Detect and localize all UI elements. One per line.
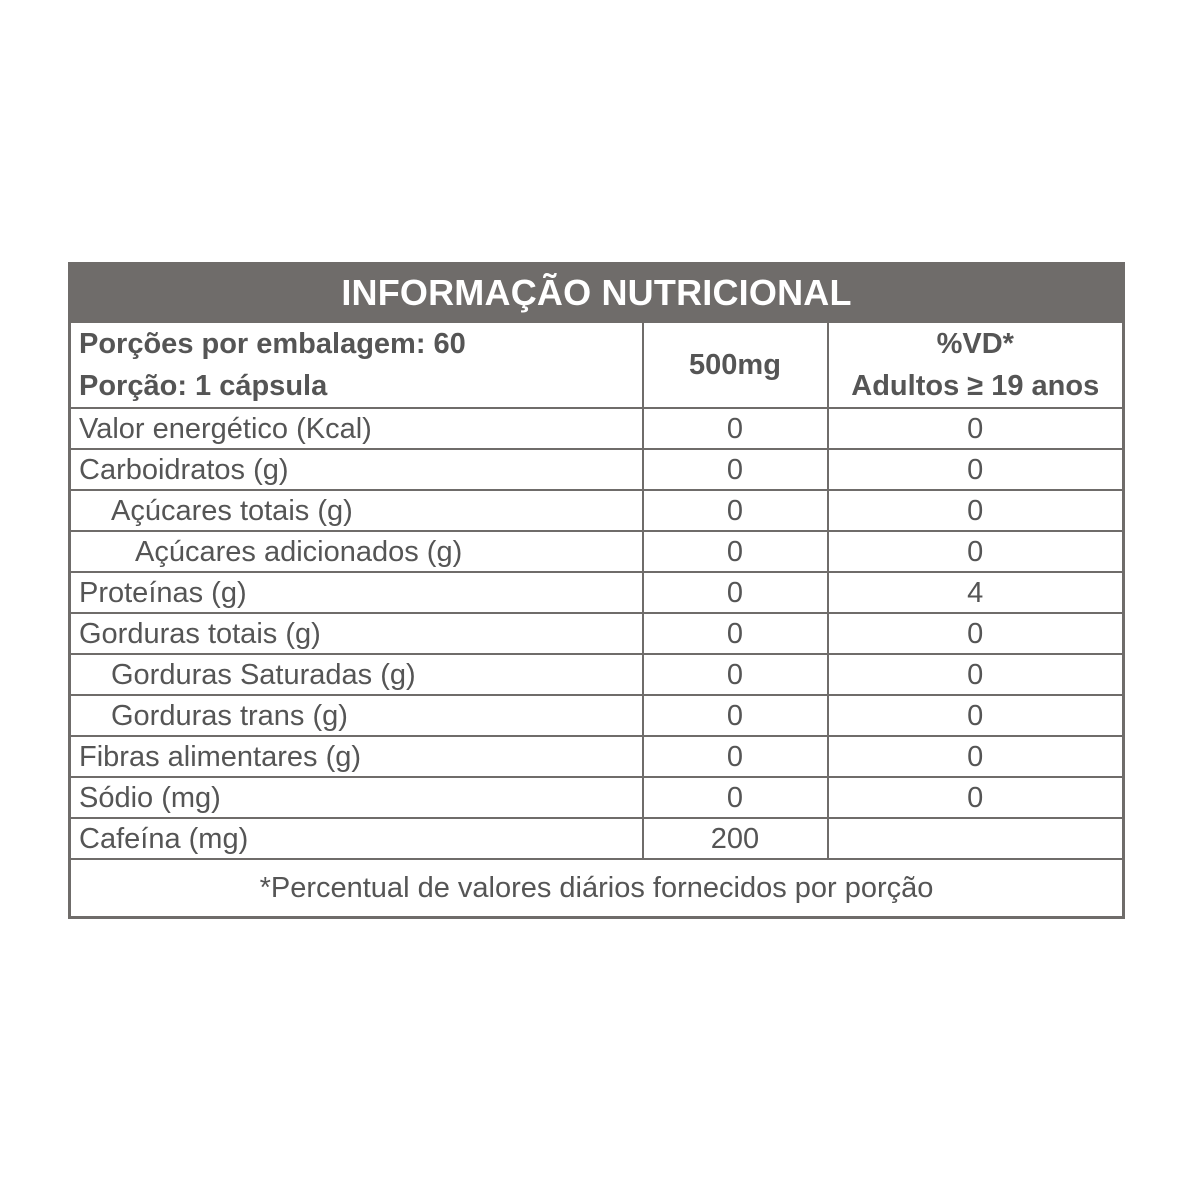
nutrient-name: Gorduras trans (g): [70, 695, 643, 736]
nutrient-amount: 0: [643, 490, 828, 531]
nutrition-facts-table: [68, 262, 1125, 919]
nutrient-daily-value: [828, 818, 1124, 859]
nutrient-name: Valor energético (Kcal): [70, 408, 643, 449]
table-row: [70, 490, 1124, 531]
nutrient-name: Carboidratos (g): [70, 449, 643, 490]
nutrient-daily-value: 0: [828, 736, 1124, 777]
table-row: [70, 777, 1124, 818]
table-row: [70, 449, 1124, 490]
nutrient-name: Fibras alimentares (g): [70, 736, 643, 777]
table-row: [70, 531, 1124, 572]
nutrient-amount: 0: [643, 531, 828, 572]
table-row: [70, 654, 1124, 695]
table-row: [70, 572, 1124, 613]
nutrient-daily-value: 0: [828, 777, 1124, 818]
nutrient-daily-value: 0: [828, 449, 1124, 490]
footnote: *Percentual de valores diários fornecidos por porção: [70, 859, 1124, 918]
table-title-row: [70, 264, 1124, 323]
daily-value-audience: Adultos ≥ 19 anos: [851, 370, 1100, 402]
nutrient-daily-value: 0: [828, 531, 1124, 572]
daily-value-column-header: [828, 322, 1124, 408]
table-row: [70, 695, 1124, 736]
nutrient-daily-value: 0: [828, 613, 1124, 654]
table-row: [70, 818, 1124, 859]
table-header-row: [70, 322, 1124, 408]
nutrient-name: Gorduras Saturadas (g): [70, 654, 643, 695]
nutrient-daily-value: 0: [828, 490, 1124, 531]
nutrient-name: Gorduras totais (g): [70, 613, 643, 654]
nutrient-amount: 0: [643, 777, 828, 818]
table-row: [70, 408, 1124, 449]
nutrient-name: Cafeína (mg): [70, 818, 643, 859]
nutrient-amount: 0: [643, 449, 828, 490]
serving-info: [70, 322, 643, 408]
nutrient-daily-value: 4: [828, 572, 1124, 613]
nutrient-amount: 0: [643, 572, 828, 613]
nutrient-amount: 0: [643, 408, 828, 449]
table-title: INFORMAÇÃO NUTRICIONAL: [70, 264, 1124, 323]
nutrient-name: Açúcares totais (g): [70, 490, 643, 531]
nutrient-daily-value: 0: [828, 695, 1124, 736]
nutrient-amount: 200: [643, 818, 828, 859]
table-row: [70, 736, 1124, 777]
nutrient-name: Açúcares adicionados (g): [70, 531, 643, 572]
portion-size: Porção: 1 cápsula: [79, 370, 328, 402]
nutrient-amount: 0: [643, 654, 828, 695]
nutrient-name: Proteínas (g): [70, 572, 643, 613]
amount-column-header: 500mg: [643, 322, 828, 408]
nutrient-daily-value: 0: [828, 408, 1124, 449]
nutrient-amount: 0: [643, 736, 828, 777]
nutrient-amount: 0: [643, 695, 828, 736]
nutrient-amount: 0: [643, 613, 828, 654]
footnote-row: [70, 859, 1124, 918]
nutrient-daily-value: 0: [828, 654, 1124, 695]
table-row: [70, 613, 1124, 654]
nutrient-name: Sódio (mg): [70, 777, 643, 818]
daily-value-label: %VD*: [936, 328, 1014, 360]
servings-per-package: Porções por embalagem: 60: [79, 328, 466, 360]
